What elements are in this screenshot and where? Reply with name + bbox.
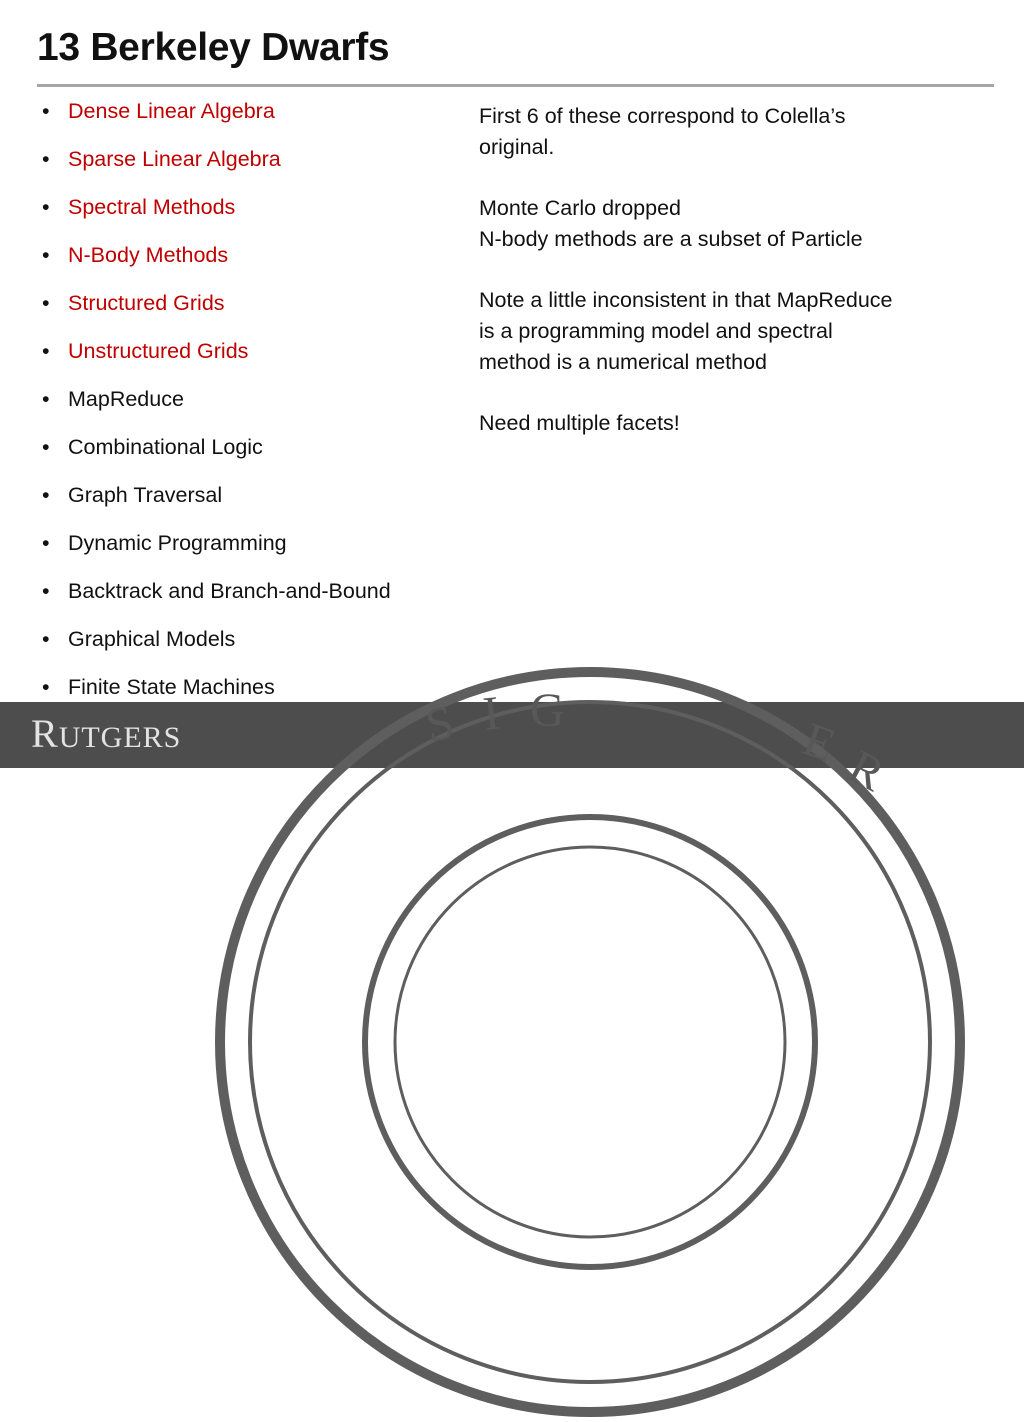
bullet-item — [42, 144, 472, 192]
svg-text:I: I — [480, 686, 503, 741]
svg-text:E: E — [796, 712, 842, 773]
note-paragraph — [479, 101, 989, 162]
seal-watermark-icon — [210, 662, 970, 1422]
bullet-item — [42, 480, 472, 528]
bullet-marker: • — [42, 675, 50, 699]
title-divider — [37, 84, 994, 87]
bullet-marker: • — [42, 531, 50, 555]
note-line: is a programming model and spectral — [479, 318, 833, 343]
rutgers-logo: RUTGERS — [31, 711, 182, 756]
note-line: method is a numerical method — [479, 349, 768, 374]
bullet-text: Unstructured Grids — [68, 339, 249, 363]
bullet-marker: • — [42, 435, 50, 459]
svg-text:G: G — [530, 684, 565, 737]
bullet-item — [42, 96, 472, 144]
bullet-item — [42, 336, 472, 384]
slide-title: 13 Berkeley Dwarfs — [37, 26, 390, 69]
bullet-marker: • — [42, 627, 50, 651]
notes-text-block — [479, 101, 989, 469]
bullet-marker: • — [42, 387, 50, 411]
bullet-text: Graphical Models — [68, 627, 236, 651]
bullet-text: Combinational Logic — [68, 435, 263, 459]
bullet-text: Backtrack and Branch-and-Bound — [68, 579, 391, 603]
bullet-text: N-Body Methods — [68, 243, 229, 267]
note-paragraph — [479, 285, 989, 377]
bullet-item — [42, 432, 472, 480]
bullet-item — [42, 192, 472, 240]
note-line: original. — [479, 134, 555, 159]
note-line: N-body methods are a subset of Particle — [479, 226, 863, 251]
note-line: Monte Carlo dropped — [479, 196, 681, 221]
bullet-marker: • — [42, 99, 50, 123]
bullet-text: Structured Grids — [68, 291, 225, 315]
bullet-item — [42, 384, 472, 432]
bullet-text: MapReduce — [68, 387, 184, 411]
svg-text:R: R — [839, 739, 893, 802]
bullet-item — [42, 528, 472, 576]
bullet-marker: • — [42, 483, 50, 507]
bullet-marker: • — [42, 291, 50, 315]
bullet-text: Graph Traversal — [68, 483, 223, 507]
bullet-text: Sparse Linear Algebra — [68, 147, 281, 171]
bullet-text: Dense Linear Algebra — [68, 99, 275, 123]
bullet-marker: • — [42, 195, 50, 219]
dwarfs-bullet-list — [42, 96, 472, 720]
bullet-item — [42, 288, 472, 336]
note-line: Note a little inconsistent in that MapReduce — [479, 288, 893, 313]
svg-text:S: S — [421, 695, 459, 753]
note-line: Need multiple facets! — [479, 410, 680, 435]
bullet-item — [42, 576, 472, 624]
bullet-item — [42, 240, 472, 288]
bullet-text: Finite State Machines — [68, 675, 275, 699]
bullet-marker: • — [42, 243, 50, 267]
note-line: First 6 of these correspond to Colella’s — [479, 104, 846, 128]
note-paragraph — [479, 193, 989, 254]
bullet-text: Dynamic Programming — [68, 531, 287, 555]
note-paragraph — [479, 408, 989, 439]
bullet-marker: • — [42, 579, 50, 603]
bullet-marker: • — [42, 339, 50, 363]
bullet-text: Spectral Methods — [68, 195, 236, 219]
bullet-marker: • — [42, 147, 50, 171]
